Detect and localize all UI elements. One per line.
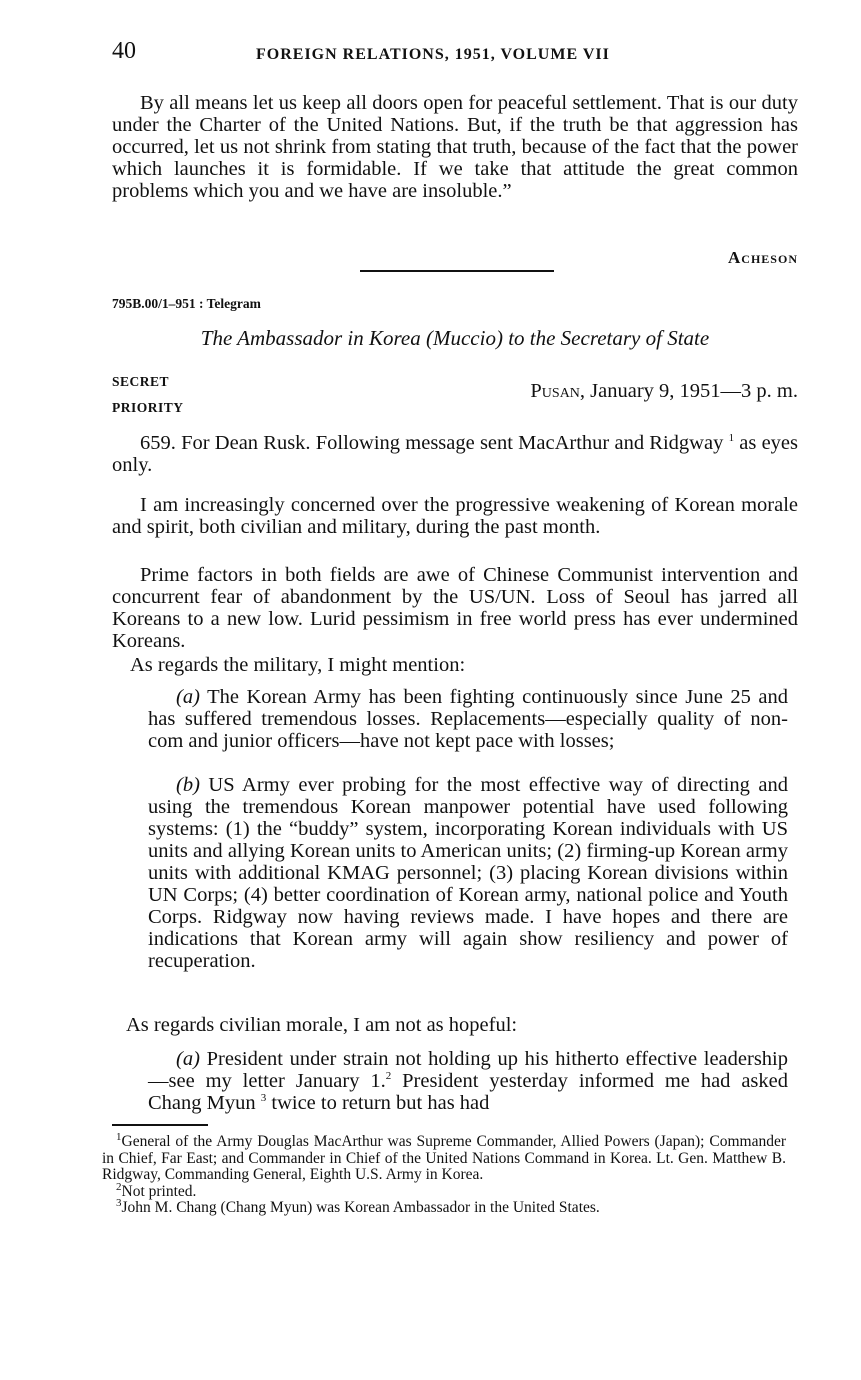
footnote-3 xyxy=(102,1196,786,1217)
dateline-place: Pusan xyxy=(530,380,580,402)
paragraph-659 xyxy=(112,432,798,476)
paragraph-civilian-intro: As regards civilian morale, I am not as hopeful: xyxy=(126,1014,518,1036)
civilian-item-a-text-1: President under strain not holding up his hitherto effective leadership—see my letter January 1. xyxy=(148,1048,788,1092)
dateline xyxy=(530,380,798,403)
footnote-text: General of the Army Douglas MacArthur was Supreme Commander, Allied Powers (Japan); Commander in Chief, Far East; and Commander in Chief of the United Nations Command in Korea. Lt. Gen. Matthew B. Ridgway, Commanding General, Eighth U.S. Army in Korea. xyxy=(102,1133,786,1183)
footnote-text: Not printed. xyxy=(121,1182,197,1200)
paragraph-prime-factors: Prime factors in both fields are awe of Chinese Communist intervention and concurrent fear of abandonment by the US/UN. Loss of Seoul has jarred all Koreans to a new low. Lurid pessimism in free world press has ever undermined Koreans. xyxy=(112,564,798,652)
footnote-text: John M. Chang (Chang Myun) was Korean Ambassador in the United States. xyxy=(121,1199,600,1216)
military-item-b-label: (b) xyxy=(176,774,200,796)
civilian-item-a-text-3: twice to return but has had xyxy=(266,1092,490,1114)
footnote-2 xyxy=(102,1180,786,1201)
footnote-mark: 2 xyxy=(116,1180,122,1193)
footnote-mark: 3 xyxy=(116,1196,122,1209)
page-number: 40 xyxy=(112,38,136,64)
classification-secret: SECRET xyxy=(112,374,170,389)
footnote-divider xyxy=(112,1124,208,1126)
section-divider xyxy=(360,270,554,272)
military-item-b xyxy=(148,774,788,972)
civilian-item-a-label: (a) xyxy=(176,1048,200,1070)
paragraph-concern: I am increasingly concerned over the progressive weakening of Korean morale and spirit, both civilian and military, during the past month. xyxy=(112,494,798,538)
footnote-1 xyxy=(102,1130,786,1184)
military-item-a-label: (a) xyxy=(176,686,200,708)
running-head: FOREIGN RELATIONS, 1951, VOLUME VII xyxy=(256,46,610,63)
page-header xyxy=(112,38,802,72)
paragraph-659-tail: as eyes only. xyxy=(112,432,799,476)
file-reference: 795B.00/1–951 : Telegram xyxy=(112,296,261,311)
paragraph-military-intro: As regards the military, I might mention: xyxy=(130,654,466,676)
civilian-item-a-text-2: President yesterday informed me had asked Chang Myun xyxy=(148,1070,789,1114)
footnote-ref-3: 3 xyxy=(260,1092,267,1105)
military-item-a xyxy=(148,686,788,752)
dateline-date: , January 9, 1951—3 p. m. xyxy=(579,380,798,402)
classification-priority: PRIORITY xyxy=(112,400,184,415)
civilian-item-a xyxy=(148,1048,788,1114)
continuation-paragraph: By all means let us keep all doors open for peaceful settlement. That is our duty under the Charter of the United Nations. But, if the truth be that aggression has occurred, let us not shrink from stating that truth, because of the fact that the power which launches it is formidable. If we take that attitude the great common problems which you and we have are insoluble.” xyxy=(112,92,798,202)
document-title: The Ambassador in Korea (Muccio) to the Secretary of State xyxy=(200,326,710,350)
military-item-b-text: US Army ever probing for the most effective way of directing and using the tremendous Korean manpower potential have used following systems: (1) the “buddy” system, incorporating Korean individuals with US units and allying Korean units to American units; (2) firming-up Korean army units with additional KMAG personnel; (3) placing Korean divisions within UN Corps; (4) better coordination of Korean army, national police and Youth Corps. Ridgway now having reviews made. I have hopes and there are indications that Korean army will again show resiliency and power of recuperation. xyxy=(148,774,788,972)
military-item-a-text: The Korean Army has been fighting continuously since June 25 and has suffered tremendous losses. Replacements—especially quality of non-com and junior officers—have not kept pace with losses; xyxy=(148,686,788,752)
paragraph-659-text: 659. For Dean Rusk. Following message sent MacArthur and Ridgway xyxy=(140,432,724,454)
footnote-ref-2: 2 xyxy=(385,1070,392,1083)
footnote-mark: 1 xyxy=(116,1130,122,1143)
signature: Acheson xyxy=(728,248,798,267)
footnote-ref-1: 1 xyxy=(728,432,735,445)
footnotes xyxy=(102,1130,786,1217)
